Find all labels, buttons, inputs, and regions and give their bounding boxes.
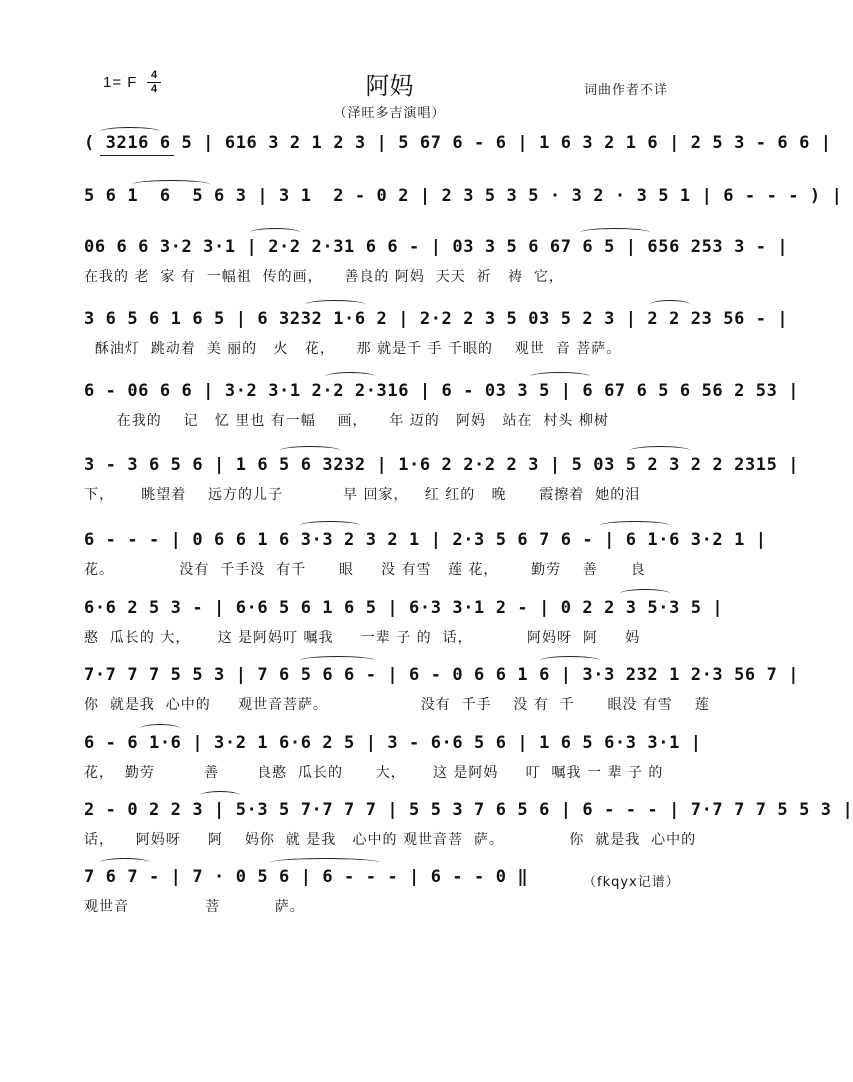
notation-line: 7 6 7 - | 7 · 0 5 6 | 6 - - - | 6 - - 0 ‖ (84, 867, 529, 887)
lyric-line: 话， 阿妈呀 阿 妈你 就 是我 心中的 观世音菩 萨。 你 就是我 心中的 (84, 832, 697, 848)
slur-mark (270, 858, 380, 867)
slur-mark (300, 521, 360, 530)
slur-mark (325, 372, 375, 381)
notation-line: 7·7 7 7 5 5 3 | 7 6 5 6 6 - | 6 - 0 6 6 1 6 | 3·3 232 1 2·3 56 7 | (84, 665, 800, 685)
lyric-line: 酥油灯 跳动着 美 丽的 火 花， 那 就是千 手 千眼的 观世 音 菩萨。 (84, 341, 622, 357)
lyric-line: 在我的 记 忆 里也 有一幅 画， 年 迈的 阿妈 站在 村头 柳树 (84, 413, 609, 429)
lyric-line: 花， 勤劳 善 良憨 瓜长的 大， 这 是阿妈 叮 嘱我 一 辈 子 的 (84, 765, 664, 781)
beam-underline (100, 155, 174, 156)
lyric-line: 你 就是我 心中的 观世音菩萨。 没有 千手 没 有 千 眼没 有雪 莲 (84, 697, 710, 713)
time-signature-bottom: 4 (150, 83, 158, 95)
slur-mark (132, 180, 210, 189)
song-title: 阿妈 (365, 72, 414, 100)
slur-mark (300, 656, 375, 665)
slur-mark (200, 791, 240, 800)
lyric-line: 在我的 老 家 有 一幅祖 传的画， 善良的 阿妈 天天 祈 祷 它， (84, 269, 564, 285)
notation-line: ( 3216 6 5 | 616 3 2 1 2 3 | 5 67 6 - 6 | 1 6 3 2 1 6 | 2 5 3 - 6 6 | (84, 133, 832, 153)
score-header (0, 0, 779, 125)
notation-line: 3 6 5 6 1 6 5 | 6 3232 1·6 2 | 2·2 2 3 5 03 5 2 3 | 2 2 23 56 - | (84, 309, 789, 329)
singer-line: （泽旺多吉演唱） (333, 106, 446, 121)
slur-mark (100, 127, 160, 136)
lyric-line: 观世音 菩 萨。 (84, 899, 305, 915)
notation-line: 6·6 2 5 3 - | 6·6 5 6 1 6 5 | 6·3 3·1 2 - | 0 2 2 3 5·3 5 | (84, 598, 724, 618)
time-signature-top: 4 (150, 69, 158, 81)
notation-line: 3 - 3 6 5 6 | 1 6 5 6 3232 | 1·6 2 2·2 2 3 | 5 03 5 2 3 2 2 2315 | (84, 455, 800, 475)
key-signature: 1= F (103, 74, 138, 91)
slur-mark (100, 858, 150, 867)
notation-line: 6 - 06 6 6 | 3·2 3·1 2·2 2·316 | 6 - 03 3 5 | 6 67 6 5 6 56 2 53 | (84, 381, 800, 401)
slur-mark (530, 372, 590, 381)
lyric-line: 下， 眺望着 远方的儿子 早 回家， 红 红的 晚 霞擦着 她的泪 (84, 487, 641, 503)
slur-mark (140, 724, 180, 733)
transcriber-credit: （fkqyx记谱） (583, 875, 680, 890)
lyric-line: 花。 没有 千手没 有千 眼 没 有雪 莲 花， 勤劳 善 良 (84, 562, 646, 578)
slur-mark (250, 228, 300, 237)
credit-line: 词曲作者不详 (584, 83, 669, 98)
slur-mark (540, 656, 600, 665)
notation-line: 6 - 6 1·6 | 3·2 1 6·6 2 5 | 3 - 6·6 5 6 | 1 6 5 6·3 3·1 | (84, 733, 702, 753)
notation-line: 6 - - - | 0 6 6 1 6 3·3 2 3 2 1 | 2·3 5 6 7 6 - | 6 1·6 3·2 1 | (84, 530, 767, 550)
slur-mark (650, 300, 690, 309)
notation-line: 2 - 0 2 2 3 | 5·3 5 7·7 7 7 | 5 5 3 7 6 5 6 | 6 - - - | 7·7 7 7 5 5 3 | (84, 800, 853, 820)
notation-line: 5 6 1 6 5 6 3 | 3 1 2 - 0 2 | 2 3 5 3 5 · 3 2 · 3 5 1 | 6 - - - ) | (84, 186, 843, 206)
slur-mark (620, 589, 670, 598)
lyric-line: 憨 瓜长的 大， 这 是阿妈叮 嘱我 一辈 子 的 话， 阿妈呀 阿 妈 (84, 630, 641, 646)
slur-mark (280, 446, 340, 455)
slur-mark (305, 300, 365, 309)
notation-line: 06 6 6 3·2 3·1 | 2·2 2·31 6 6 - | 03 3 5 6 67 6 5 | 656 253 3 - | (84, 237, 789, 257)
slur-mark (600, 521, 670, 530)
slur-mark (580, 228, 650, 237)
slur-mark (630, 446, 690, 455)
